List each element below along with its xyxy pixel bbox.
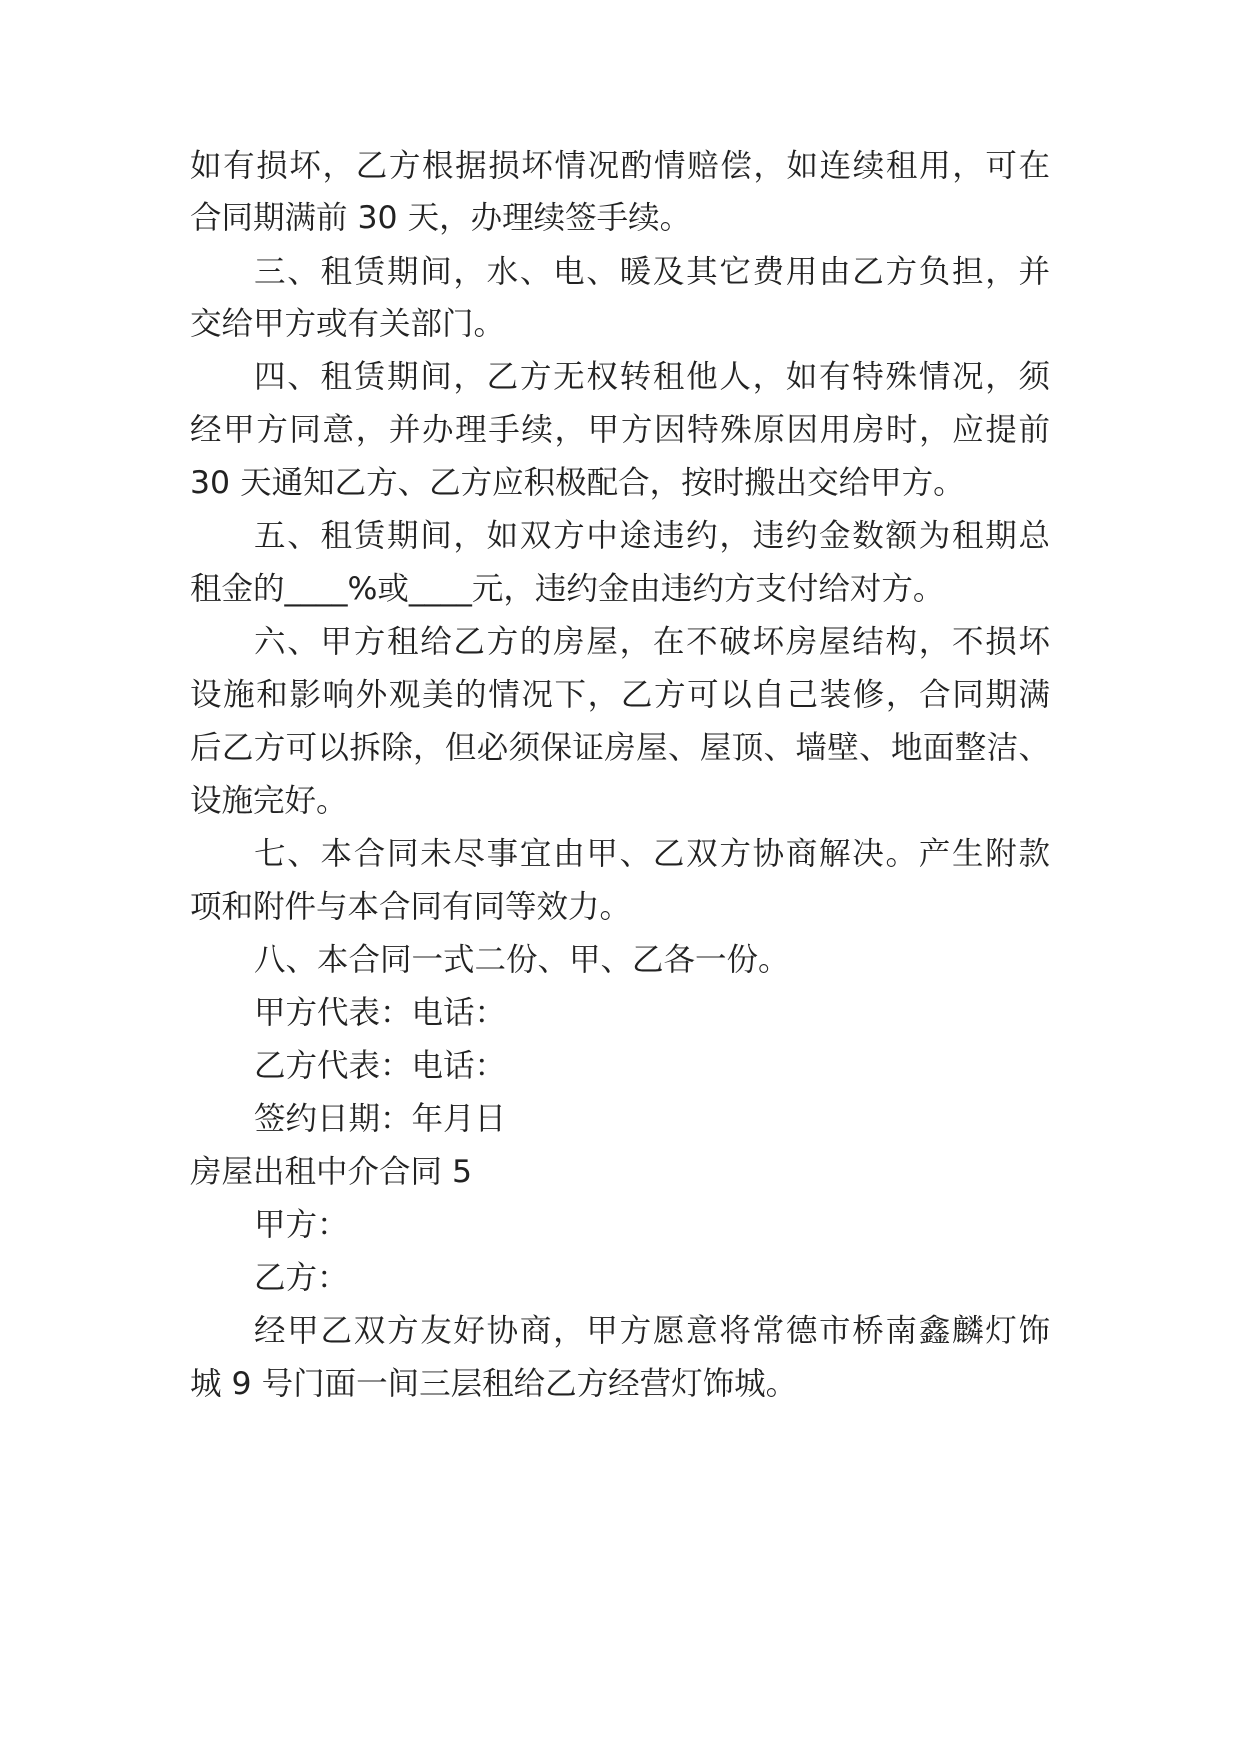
paragraph-line: 后乙方可以拆除，但必须保证房屋、屋顶、墙壁、地面整洁、 <box>190 730 1050 766</box>
party-a-representative: 甲方代表：电话： <box>254 995 507 1031</box>
paragraph-line: 经甲方同意，并办理手续，甲方因特殊原因用房时，应提前 <box>190 412 1050 448</box>
paragraph-line: 设施和影响外观美的情况下，乙方可以自己装修，合同期满 <box>190 677 1050 713</box>
agreement-intro-line: 经甲乙双方友好协商，甲方愿意将常德市桥南鑫麟灯饰 <box>254 1313 1050 1349</box>
clause-3-line: 三、租赁期间，水、电、暖及其它费用由乙方负担，并 <box>254 254 1050 290</box>
paragraph-line: 30 天通知乙方、乙方应积极配合，按时搬出交给甲方。 <box>190 465 965 501</box>
section-title: 房屋出租中介合同 5 <box>190 1154 473 1190</box>
party-a-label: 甲方： <box>254 1207 349 1243</box>
clause-4-line: 四、租赁期间，乙方无权转租他人，如有特殊情况，须 <box>254 359 1050 395</box>
paragraph-line: 如有损坏，乙方根据损坏情况酌情赔偿，如连续租用，可在 <box>190 148 1050 184</box>
paragraph-line: 城 9 号门面一间三层租给乙方经营灯饰城。 <box>190 1366 798 1402</box>
paragraph-line: 合同期满前 30 天，办理续签手续。 <box>190 200 692 236</box>
clause-5-line: 五、租赁期间，如双方中途违约，违约金数额为租期总 <box>254 518 1050 554</box>
signing-date: 签约日期：年月日 <box>254 1101 507 1137</box>
clause-6-line: 六、甲方租给乙方的房屋，在不破坏房屋结构，不损坏 <box>254 624 1050 660</box>
clause-8-line: 八、本合同一式二份、甲、乙各一份。 <box>254 942 790 978</box>
paragraph-line: 项和附件与本合同有同等效力。 <box>190 889 632 925</box>
paragraph-line: 交给甲方或有关部门。 <box>190 306 506 342</box>
party-b-representative: 乙方代表：电话： <box>254 1048 507 1084</box>
party-b-label: 乙方： <box>254 1260 349 1296</box>
paragraph-line: 设施完好。 <box>190 783 348 819</box>
clause-7-line: 七、本合同未尽事宜由甲、乙双方协商解决。产生附款 <box>254 836 1050 872</box>
paragraph-line: 租金的____%或____元，违约金由违约方支付给对方。 <box>190 571 945 607</box>
